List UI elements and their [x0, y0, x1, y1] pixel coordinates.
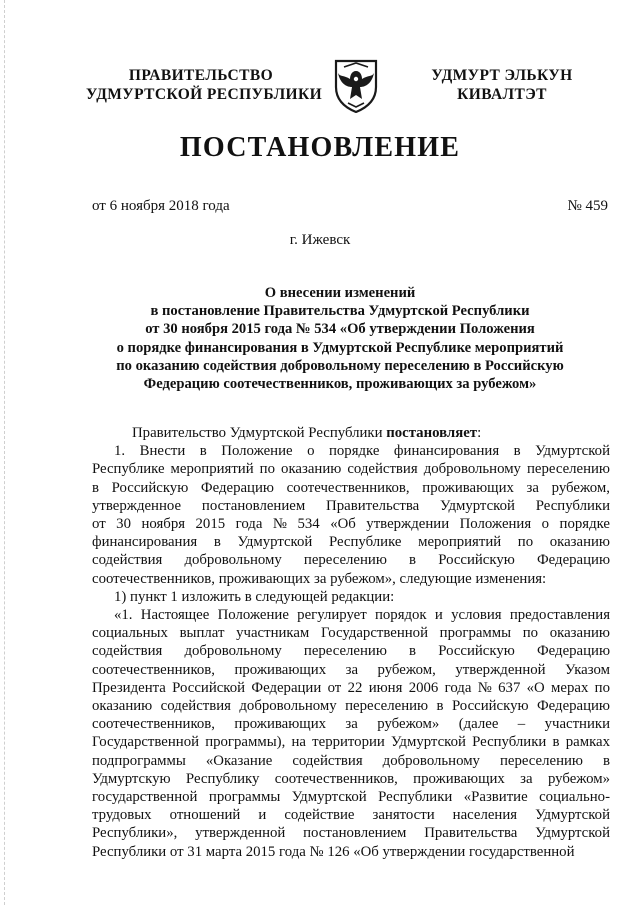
intro-keyword: постановляет: [386, 425, 478, 441]
body-line: Республике мероприятий по оказанию содействия добровольному переселению: [92, 461, 610, 478]
body-line: содействия добровольному переселению в Российскую Федерацию: [92, 643, 610, 660]
body-line: от 30 ноября 2015 года № 534 «Об утверждении Положения о порядке: [92, 516, 610, 533]
document-date: от 6 ноября 2018 года: [92, 198, 230, 214]
subject-line: о порядке финансирования в Удмуртской Республике мероприятий: [116, 339, 564, 356]
header-right-authority: [418, 66, 586, 104]
body-line: соотечественников, проживающих за рубежом» (далее – участники: [92, 716, 610, 733]
document-number: № 459: [567, 198, 608, 214]
body-line: содействия добровольному переселению в Российскую Федерацию: [92, 552, 610, 569]
subject-line: от 30 ноября 2015 года № 534 «Об утверждении Положения: [145, 321, 535, 338]
body-line: Удмуртскую Республику соотечественников, проживающих за рубежом»: [92, 770, 610, 787]
body-line: финансирования в Удмуртской Республике мероприятий по оказанию: [92, 534, 610, 551]
body-line: «1. Настоящее Положение регулирует порядок и условия предоставления: [114, 607, 610, 624]
header-right-line: УДМУРТ ЭЛЬКУН: [431, 67, 573, 84]
header-left-line: УДМУРТСКОЙ РЕСПУБЛИКИ: [86, 86, 323, 103]
body-line: утвержденное постановлением Правительства Удмуртской Республики: [92, 497, 610, 514]
document-city: г. Ижевск: [289, 232, 351, 248]
body-line: Президента Российской Федерации от 22 июня 2006 года № 637 «О мерах по: [92, 679, 610, 696]
intro-colon: :: [477, 425, 482, 441]
document-body: [92, 424, 610, 861]
body-line: трудовых отношений и содействие занятости населения Удмуртской: [92, 807, 610, 824]
intro-text: Правительство Удмуртской Республики: [132, 425, 387, 441]
body-line: соотечественников, проживающих за рубежом, утвержденной Указом: [92, 661, 610, 678]
body-line: государственной программы Удмуртской Республики «Развитие социально-: [92, 789, 610, 806]
intro-paragraph: [92, 424, 610, 442]
body-line: в Российскую Федерацию соотечественников, проживающих за рубежом,: [92, 479, 610, 496]
udmurt-coat-of-arms-icon: [330, 57, 382, 113]
document-title: ПОСТАНОВЛЕНИЕ: [179, 132, 461, 163]
subject-line: Федерацию соотечественников, проживающих за рубежом»: [143, 376, 537, 393]
body-line: соотечественников, проживающих за рубежом», следующие изменения:: [92, 570, 547, 587]
body-line: подпрограммы «Оказание содействия добровольному переселению в: [92, 752, 610, 769]
body-line: оказанию содействия добровольному переселению в Российскую Федерацию: [92, 698, 610, 715]
body-line: Государственной программы), на территории Удмуртской Республики в рамках: [92, 734, 610, 751]
body-line: Республики от 31 марта 2015 года № 126 «Об утверждении государственной: [92, 843, 575, 860]
body-line: 1) пункт 1 изложить в следующей редакции:: [114, 588, 395, 605]
body-line: Республики», утвержденной постановлением Правительства Удмуртской: [92, 825, 610, 842]
document-subject: [60, 284, 620, 393]
subject-line: в постановление Правительства Удмуртской Республики: [150, 303, 530, 320]
header-left-authority: [86, 66, 323, 104]
header-right-line: КИВАЛТЭТ: [457, 86, 547, 103]
body-line: социальных выплат участникам Государственной программы по оказанию: [92, 625, 610, 642]
body-line: 1. Внести в Положение о порядке финансирования в Удмуртской: [114, 443, 610, 460]
header-left-line: ПРАВИТЕЛЬСТВО: [128, 67, 274, 84]
subject-line: О внесении изменений: [264, 285, 416, 301]
subject-line: по оказанию содействия добровольному переселению в Российскую: [116, 357, 564, 374]
